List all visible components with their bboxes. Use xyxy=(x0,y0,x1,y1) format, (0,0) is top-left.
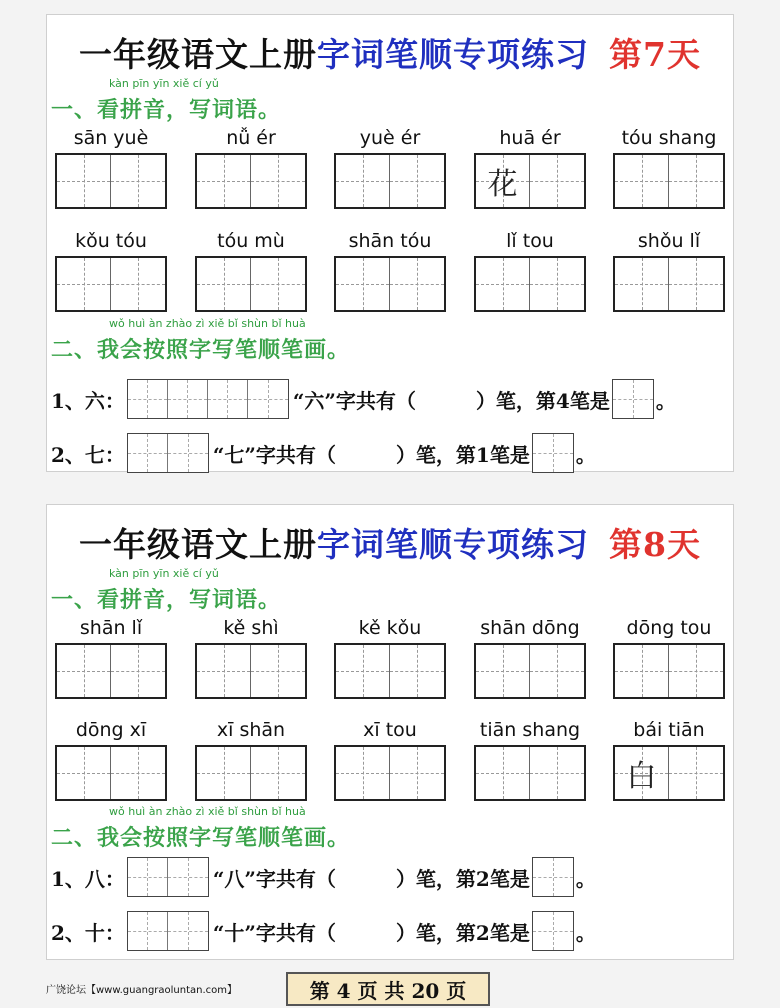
tianzige-grid[interactable] xyxy=(55,153,167,209)
section-pinyin: wǒ huì àn zhào zì xiě bǐ shùn bǐ huà xyxy=(109,317,306,330)
word-item xyxy=(55,127,167,209)
word-pinyin: tóu mù xyxy=(217,230,285,252)
tianzige-grid[interactable] xyxy=(55,745,167,801)
title-topic: 字词笔顺专项练习 xyxy=(317,35,590,74)
page-indicator: 第 4 页 共 20 页 xyxy=(286,972,490,1006)
word-pinyin: kě shì xyxy=(223,617,279,639)
word-item xyxy=(613,127,725,209)
question-end: 。 xyxy=(575,920,596,945)
tianzige-grid[interactable] xyxy=(613,643,725,699)
question-text: “六”字共有（ xyxy=(292,388,416,413)
tianzige-grid[interactable] xyxy=(334,256,446,312)
tianzige-grid[interactable] xyxy=(474,256,586,312)
word-item xyxy=(334,230,446,312)
word-pinyin: sān yuè xyxy=(73,127,149,149)
tianzige-grid[interactable] xyxy=(613,153,725,209)
worksheet-day8 xyxy=(46,504,734,960)
word-pinyin: dōng xī xyxy=(75,719,147,741)
tianzige-grid[interactable] xyxy=(55,256,167,312)
tianzige-grid[interactable] xyxy=(474,745,586,801)
tianzige-grid[interactable] xyxy=(474,643,586,699)
word-pinyin: dōng tou xyxy=(626,617,712,639)
title-grade: 一年级语文上册 xyxy=(79,525,318,564)
word-item xyxy=(613,719,725,801)
tianzige-grid[interactable] xyxy=(195,256,307,312)
word-pinyin: huā ér xyxy=(499,127,561,149)
question-prefix: 2、七： xyxy=(51,442,125,467)
stroke-question-2 xyxy=(51,911,596,951)
question-prefix: 1、八： xyxy=(51,866,125,891)
word-pinyin: tóu shang xyxy=(621,127,717,149)
tianzige-grid[interactable] xyxy=(474,153,586,209)
tianzige-grid[interactable] xyxy=(334,643,446,699)
tianzige-grid[interactable] xyxy=(334,745,446,801)
word-item xyxy=(613,230,725,312)
stroke-order-grid[interactable] xyxy=(127,433,209,473)
worksheet-day7 xyxy=(46,14,734,472)
title-day: 第7天 xyxy=(609,35,701,74)
word-pinyin: shǒu lǐ xyxy=(637,230,701,252)
word-item xyxy=(474,230,586,312)
word-pinyin: shān tóu xyxy=(348,230,432,252)
word-pinyin: bái tiān xyxy=(633,719,705,741)
tianzige-grid[interactable] xyxy=(55,643,167,699)
stroke-answer-box[interactable] xyxy=(532,433,574,473)
sample-character: 花 xyxy=(487,167,518,202)
word-pinyin: xī shān xyxy=(216,719,286,741)
word-item xyxy=(195,719,307,801)
stroke-answer-box[interactable] xyxy=(532,911,574,951)
stroke-question-2 xyxy=(51,433,596,473)
word-pinyin: yuè ér xyxy=(359,127,421,149)
word-pinyin: nǚ ér xyxy=(226,127,276,149)
word-item xyxy=(55,230,167,312)
stroke-question-1 xyxy=(51,379,676,419)
title-grade: 一年级语文上册 xyxy=(79,35,318,74)
word-pinyin: tiān shang xyxy=(479,719,581,741)
question-text-2: ）笔，第2笔是 xyxy=(395,866,530,891)
question-end: 。 xyxy=(575,866,596,891)
word-item xyxy=(474,127,586,209)
word-item xyxy=(195,230,307,312)
question-prefix: 1、六： xyxy=(51,388,125,413)
tianzige-grid[interactable] xyxy=(195,643,307,699)
sample-character: 白 xyxy=(626,759,657,794)
title-day: 第8天 xyxy=(609,525,701,564)
section-pinyin-words xyxy=(51,567,281,614)
tianzige-grid[interactable] xyxy=(613,256,725,312)
section-pinyin-words xyxy=(51,77,281,124)
section-title: 二、我会按照字写笔顺笔画。 xyxy=(51,825,351,851)
word-pinyin: shān lǐ xyxy=(79,617,143,639)
word-item xyxy=(334,127,446,209)
section-pinyin: wǒ huì àn zhào zì xiě bǐ shùn bǐ huà xyxy=(109,805,306,818)
tianzige-grid[interactable] xyxy=(195,745,307,801)
tianzige-grid[interactable] xyxy=(334,153,446,209)
worksheet-title xyxy=(47,519,733,566)
word-item xyxy=(334,617,446,699)
word-pinyin: xī tou xyxy=(363,719,417,741)
word-item xyxy=(195,617,307,699)
question-prefix: 2、十： xyxy=(51,920,125,945)
question-text-2: ）笔，第2笔是 xyxy=(395,920,530,945)
title-topic: 字词笔顺专项练习 xyxy=(317,525,590,564)
word-item xyxy=(474,719,586,801)
word-item xyxy=(55,719,167,801)
footer-site: 广饶论坛【www.guangraoluntan.com】 xyxy=(46,985,238,996)
word-item xyxy=(334,719,446,801)
word-pinyin: kǒu tóu xyxy=(75,230,147,252)
question-text-2: ）笔，第4笔是 xyxy=(475,388,610,413)
section-title: 二、我会按照字写笔顺笔画。 xyxy=(51,337,351,363)
section-title: 一、看拼音，写词语。 xyxy=(51,97,282,123)
section-stroke-order xyxy=(51,317,350,364)
tianzige-grid[interactable] xyxy=(613,745,725,801)
question-end: 。 xyxy=(575,442,596,467)
word-item xyxy=(613,617,725,699)
stroke-order-grid[interactable] xyxy=(127,857,209,897)
word-item xyxy=(474,617,586,699)
section-pinyin: kàn pīn yīn xiě cí yǔ xyxy=(109,567,219,580)
section-stroke-order xyxy=(51,805,350,852)
question-text-2: ）笔，第1笔是 xyxy=(395,442,530,467)
stroke-answer-box[interactable] xyxy=(612,379,654,419)
section-title: 一、看拼音，写词语。 xyxy=(51,587,282,613)
word-item xyxy=(55,617,167,699)
stroke-order-grid[interactable] xyxy=(127,911,209,951)
word-pinyin: lǐ tou xyxy=(506,230,554,252)
section-pinyin: kàn pīn yīn xiě cí yǔ xyxy=(109,77,219,90)
question-end: 。 xyxy=(655,388,676,413)
word-pinyin: kě kǒu xyxy=(358,617,422,639)
tianzige-grid[interactable] xyxy=(195,153,307,209)
stroke-order-grid[interactable] xyxy=(127,379,289,419)
word-pinyin: shān dōng xyxy=(480,617,580,639)
word-item xyxy=(195,127,307,209)
stroke-question-1 xyxy=(51,857,596,897)
worksheet-title xyxy=(47,29,733,76)
stroke-answer-box[interactable] xyxy=(532,857,574,897)
question-text: “七”字共有（ xyxy=(212,442,336,467)
question-text: “八”字共有（ xyxy=(212,866,336,891)
question-text: “十”字共有（ xyxy=(212,920,336,945)
